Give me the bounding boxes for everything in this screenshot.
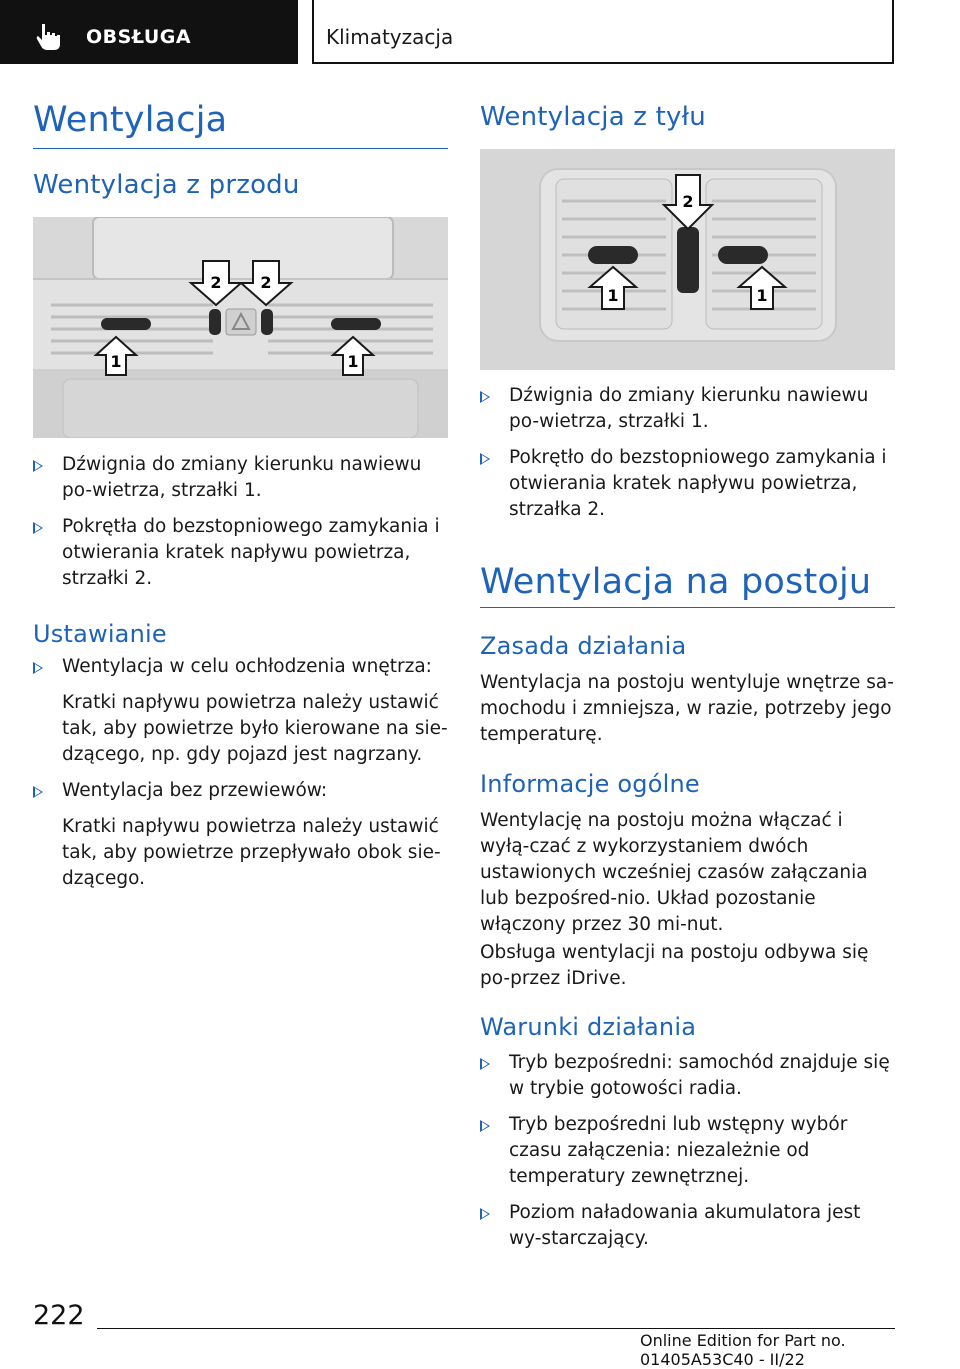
list-item: Dźwignia do zmiany kierunku nawiewu po-wietrza, strzałki 1. <box>33 452 448 504</box>
footer-edition: Online Edition for Part no. 01405A53C40 - II/22 <box>640 1331 846 1369</box>
general-info-heading: Informacje ogólne <box>480 770 700 798</box>
arrow-label-1-left: 1 <box>607 286 619 305</box>
general-info-text-1: Wentylację na postoju można włączać i wyłą-czać z wykorzystaniem dwóch ustawionych wcześniej czasów załączania lub bezpośred-nio. Układ pozostanie włączony przez 30 mi-nut. <box>480 810 868 935</box>
bullet-triangle-icon <box>33 786 43 798</box>
settings-heading: Ustawianie <box>33 620 167 648</box>
bullet-triangle-icon <box>480 453 490 465</box>
title-rule <box>33 148 448 149</box>
parking-title-rule <box>480 607 895 608</box>
general-info-text-2: Obsługa wentylacji na postoju odbywa się po-przez iDrive. <box>480 942 869 989</box>
parking-ventilation-title: Wentylacja na postoju <box>480 562 872 602</box>
front-vents-figure <box>33 217 448 438</box>
rear-vents-figure <box>480 149 895 370</box>
section-label: OBSŁUGA <box>86 26 192 48</box>
arrow-label-2-left: 2 <box>210 273 222 292</box>
bullet-triangle-icon <box>480 1208 490 1220</box>
chapter-header <box>312 0 894 64</box>
pointing-hand-icon <box>34 22 64 52</box>
chapter-title: Klimatyzacja <box>326 25 454 49</box>
bullet-triangle-icon <box>480 391 490 403</box>
bullet-triangle-icon <box>33 460 43 472</box>
page-number: 222 <box>33 1300 85 1331</box>
bullet-triangle-icon <box>33 662 43 674</box>
list-item: Dźwignia do zmiany kierunku nawiewu po-wietrza, strzałki 1. <box>480 383 895 435</box>
principle-heading: Zasada działania <box>480 632 687 660</box>
section-title: Wentylacja <box>33 100 228 140</box>
arrow-label-2-right: 2 <box>260 273 272 292</box>
list-item: Tryb bezpośredni: samochód znajduje się w trybie gotowości radia. <box>480 1050 895 1102</box>
front-vents-list <box>33 452 448 602</box>
list-item: Wentylacja bez przewiewów: Kratki napływu powietrza należy ustawić tak, aby powietrze przepływało obok sie-dzącego. <box>33 778 448 892</box>
rear-vents-list <box>480 383 895 533</box>
bullet-triangle-icon <box>33 522 43 534</box>
bullet-triangle-icon <box>480 1058 490 1070</box>
settings-list <box>33 654 448 902</box>
arrow-label-1-right: 1 <box>347 352 359 371</box>
list-item: Pokrętło do bezstopniowego zamykania i otwierania kratek napływu powietrza, strzałka 2. <box>480 445 895 523</box>
conditions-heading: Warunki działania <box>480 1013 697 1041</box>
principle-text: Wentylacja na postoju wentyluje wnętrze sa-mochodu i zmniejsza, w razie, potrzeby jego temperaturę. <box>480 672 894 745</box>
footer-rule <box>97 1328 895 1329</box>
list-item: Pokrętła do bezstopniowego zamykania i otwierania kratek napływu powietrza, strzałki 2. <box>33 514 448 592</box>
arrow-label-2-top: 2 <box>682 192 694 211</box>
list-item: Tryb bezpośredni lub wstępny wybór czasu załączenia: niezależnie od temperatury zewnętrznej. <box>480 1112 895 1190</box>
rear-vents-heading: Wentylacja z tyłu <box>480 102 706 132</box>
arrow-label-1-left: 1 <box>110 352 122 371</box>
section-tab[interactable] <box>0 0 298 64</box>
arrow-label-1-right: 1 <box>756 286 768 305</box>
front-vents-heading: Wentylacja z przodu <box>33 170 300 200</box>
bullet-triangle-icon <box>480 1120 490 1132</box>
list-item: Poziom naładowania akumulatora jest wy-starczający. <box>480 1200 895 1252</box>
list-item: Wentylacja w celu ochłodzenia wnętrza: Kratki napływu powietrza należy ustawić tak, aby powietrze było kierowane na sie-dzącego, np. gdy pojazd jest nagrzany. <box>33 654 448 768</box>
conditions-list <box>480 1050 895 1262</box>
